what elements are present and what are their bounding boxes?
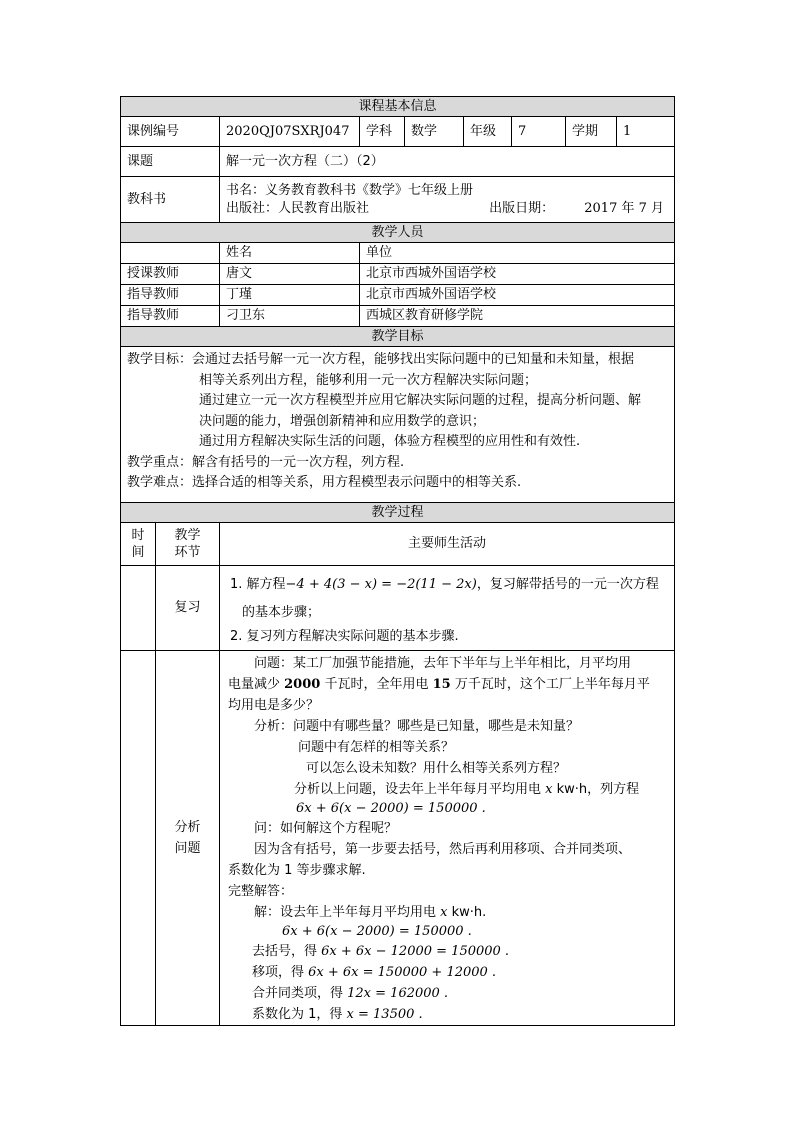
problem-line-3: 均用电是多少？ [228,698,320,713]
course-info-table [120,96,675,503]
solution-step-2: 移项，得 6x + 6x = 150000 + 12000 . [252,965,497,980]
review-equation: −4 + 4(3 − x) = −2(11 − 2x) [285,577,477,592]
stage-header: 教学 环节 [156,523,220,566]
staff-role-header [121,243,220,264]
difficulty: 教学难点：选择合适的相等关系，用方程模型表示问题中的相等关系. [127,475,522,490]
time-header: 时 间 [121,523,156,566]
code-label: 课例编号 [121,117,220,147]
staff-name: 丁瑾 [220,285,360,306]
staff-unit: 北京市西城外国语学校 [360,264,675,285]
review-time [121,566,156,651]
staff-name: 唐文 [220,264,360,285]
grade-label: 年级 [464,117,512,147]
analysis-q2: 问题中有怎样的相等关系？ [298,740,455,755]
name-header: 姓名 [220,243,360,264]
analysis-q1: 分析：问题中有哪些量？哪些是已知量，哪些是未知量？ [254,719,580,734]
solution-step-3: 合并同类项，得 12x = 162000 . [252,986,449,1001]
pub-date-value: 2017 年 7 月 [584,200,665,216]
grade-value: 7 [512,117,566,147]
goal-line-4: 决问题的能力，增强创新精神和应用数学的意识； [199,413,486,429]
solution-equation: 6x + 6(x − 2000) = 150000 . [282,924,472,939]
staff-unit: 北京市西城外国语学校 [360,285,675,306]
topic-label: 课题 [121,147,220,177]
unit-header: 单位 [360,243,675,264]
process-table [120,502,675,1026]
problem-line-2: 电量减少 2000 千瓦时，全年用电 15 万千瓦时，这个工厂上半年每月平 [228,677,650,692]
full-solution-label: 完整解答： [228,884,294,899]
solution-step-4: 系数化为 1，得 x = 13500 . [252,1007,423,1022]
textbook-info [220,177,675,223]
section-course-info: 课程基本信息 [121,97,675,117]
review-item1-prefix: 1. 解方程 [230,577,286,592]
review-item1-cont: 的基本步骤； [242,605,321,620]
publisher: 出版社：人民教育出版社 [226,200,370,216]
staff-role: 授课教师 [121,264,220,285]
term-label: 学期 [566,117,617,147]
activity-header: 主要师生活动 [220,523,675,566]
staff-row [121,306,675,327]
staff-name: 刁卫东 [220,306,360,327]
analysis-q3: 可以怎么设未知数？用什么相等关系列方程？ [306,761,567,776]
subject-value: 数学 [405,117,464,147]
book-name: 书名：义务教育教科书《数学》七年级上册 [226,182,474,198]
goal-line-3: 通过建立一元一次方程模型并应用它解决实际问题的过程，提高分析问题、解 [199,393,642,408]
analysis-ask: 问：如何解这个方程呢？ [254,821,398,836]
goal-line-2: 相等关系列出方程，能够利用一元一次方程解决实际问题； [199,372,538,388]
staff-row [121,285,675,306]
analysis-q4: 分析以上问题，设去年上半年每月平均用电 x kw·h，列方程 [294,782,640,797]
section-process: 教学过程 [121,503,675,523]
analysis-time [121,651,156,1026]
code-value: 2020QJ07SXRJ047 [220,117,360,147]
topic-value: 解一元一次方程（二）（2） [220,147,675,177]
term-value: 1 [617,117,675,147]
equation-1: 6x + 6(x − 2000) = 150000 . [296,801,486,816]
analysis-content [220,651,675,1026]
analysis-reason-1: 因为含有括号，第一步要去括号，然后再利用移项、合并同类项、 [254,842,632,857]
review-content [220,566,675,651]
goal-line-1: 会通过去括号解一元一次方程，能够找出实际问题中的已知量和未知量，根据 [192,352,635,367]
pub-date-label: 出版日期： [489,200,555,216]
section-staff: 教学人员 [121,223,675,243]
goal-line-5: 通过用方程解决实际生活的问题，体验方程模型的应用性和有效性. [199,434,581,449]
problem-line-1: 问题：某工厂加强节能措施，去年下半年与上半年相比，月平均用 [254,656,632,671]
goal-label: 教学目标： [127,352,193,367]
section-goals: 教学目标 [121,327,675,347]
review-item1-suffix: ，复习解带括号的一元一次方程 [476,577,659,592]
solution-step-1: 去括号，得 6x + 6x − 12000 = 150000 . [252,944,510,959]
staff-row [121,264,675,285]
review-item2: 2. 复习列方程解决实际问题的基本步骤. [230,629,459,644]
textbook-label: 教科书 [121,177,220,223]
staff-role: 指导教师 [121,285,220,306]
review-stage: 复习 [156,566,220,651]
goals-content [121,347,675,503]
staff-unit: 西城区教育研修学院 [360,306,675,327]
subject-label: 学科 [360,117,405,147]
staff-role: 指导教师 [121,306,220,327]
solution-setup: 解：设去年上半年每月平均用电 x kw·h. [254,905,487,920]
key-point: 教学重点：解含有括号的一元一次方程，列方程. [127,454,405,470]
analysis-reason-2: 系数化为 1 等步骤求解. [228,863,366,878]
analysis-stage: 分析 问题 [156,651,220,1026]
